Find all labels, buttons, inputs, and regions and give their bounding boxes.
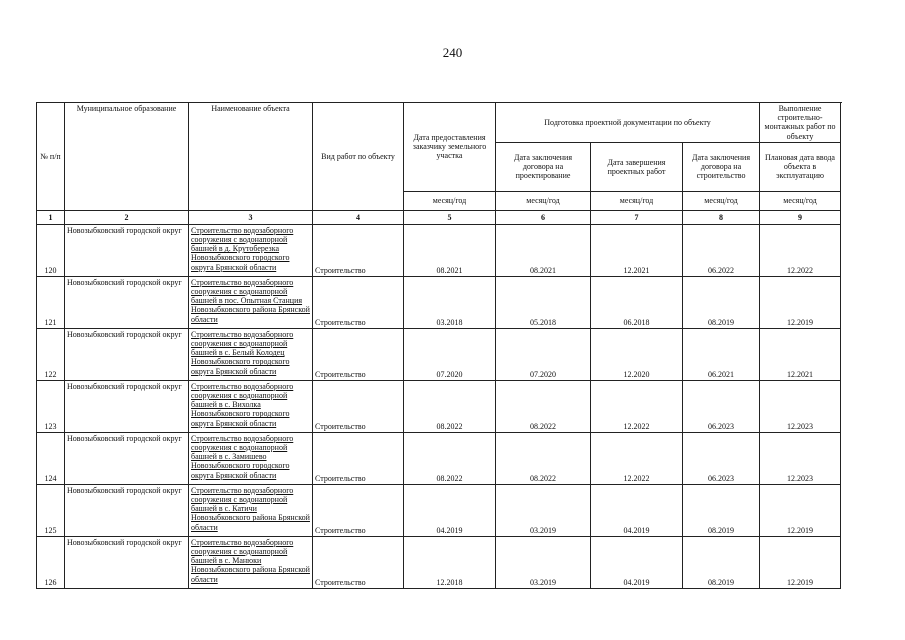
row-object (189, 380, 313, 432)
row-work-type: Строительство (313, 380, 404, 432)
unit-label: месяц/год (683, 191, 760, 210)
row-number: 121 (37, 276, 65, 328)
header-object: Наименование объекта (189, 103, 313, 211)
objects-table (36, 102, 841, 589)
row-municipality: Новозыбковский городской округ (65, 536, 189, 588)
row-design-complete: 06.2018 (591, 276, 683, 328)
unit-label: месяц/год (591, 191, 683, 210)
row-design-complete: 12.2022 (591, 380, 683, 432)
column-number: 3 (189, 210, 313, 224)
row-object (189, 432, 313, 484)
row-work-type: Строительство (313, 432, 404, 484)
table-row (37, 224, 841, 276)
row-design-contract: 08.2022 (496, 380, 591, 432)
table-row (37, 432, 841, 484)
row-number: 123 (37, 380, 65, 432)
row-municipality: Новозыбковский городской округ (65, 328, 189, 380)
row-object (189, 276, 313, 328)
row-design-contract: 05.2018 (496, 276, 591, 328)
row-design-contract: 07.2020 (496, 328, 591, 380)
row-object-text: Строительство водозаборного сооружения с водонапорной башней в с. Манюки Новозыбковского района Брянской области (191, 537, 310, 584)
row-object-text: Строительство водозаборного сооружения с водонапорной башней в д. Крутоберезка Новозыбковского городского округа Брянской области (191, 225, 294, 272)
row-design-contract: 08.2022 (496, 432, 591, 484)
row-design-complete: 04.2019 (591, 536, 683, 588)
row-commission: 12.2019 (760, 536, 841, 588)
row-work-type: Строительство (313, 484, 404, 536)
row-design-complete: 12.2021 (591, 224, 683, 276)
row-number: 122 (37, 328, 65, 380)
row-build-contract: 06.2023 (683, 380, 760, 432)
row-object (189, 536, 313, 588)
row-object-text: Строительство водозаборного сооружения с водонапорной башней в с. Катичи Новозыбковского района Брянской области (191, 485, 310, 532)
header-build-contract: Дата заключения договора на строительство (683, 142, 760, 191)
column-number: 8 (683, 210, 760, 224)
row-object-text: Строительство водозаборного сооружения с водонапорной башней в с. Замишево Новозыбковского городского округа Брянской области (191, 433, 294, 480)
row-municipality: Новозыбковский городской округ (65, 380, 189, 432)
header-work-type: Вид работ по объекту (313, 103, 404, 211)
header-design-contract: Дата заключения договора на проектирование (496, 142, 591, 191)
row-land-date: 08.2022 (404, 380, 496, 432)
header-design-group: Подготовка проектной документации по объекту (496, 103, 760, 143)
page-number: 240 (442, 45, 463, 60)
row-commission: 12.2021 (760, 328, 841, 380)
row-build-contract: 06.2022 (683, 224, 760, 276)
column-number: 2 (65, 210, 189, 224)
row-municipality: Новозыбковский городской округ (65, 484, 189, 536)
row-commission: 12.2023 (760, 432, 841, 484)
header-design-complete: Дата завершения проектных работ (591, 142, 683, 191)
table-row (37, 536, 841, 588)
row-land-date: 07.2020 (404, 328, 496, 380)
row-work-type: Строительство (313, 536, 404, 588)
column-number: 1 (37, 210, 65, 224)
row-design-contract: 03.2019 (496, 536, 591, 588)
row-commission: 12.2019 (760, 484, 841, 536)
row-build-contract: 08.2019 (683, 484, 760, 536)
table-row (37, 380, 841, 432)
row-land-date: 08.2021 (404, 224, 496, 276)
column-number: 4 (313, 210, 404, 224)
row-municipality: Новозыбковский городской округ (65, 276, 189, 328)
row-land-date: 12.2018 (404, 536, 496, 588)
row-work-type: Строительство (313, 328, 404, 380)
column-number: 5 (404, 210, 496, 224)
row-municipality: Новозыбковский городской округ (65, 224, 189, 276)
column-number: 9 (760, 210, 841, 224)
row-design-complete: 04.2019 (591, 484, 683, 536)
row-number: 124 (37, 432, 65, 484)
unit-label: месяц/год (496, 191, 591, 210)
row-design-complete: 12.2022 (591, 432, 683, 484)
header-municipality: Муниципальное образование (65, 103, 189, 211)
header-number: № п/п (37, 103, 65, 211)
header-land-date: Дата предоставления заказчику земельного участка (404, 103, 496, 192)
row-design-contract: 08.2021 (496, 224, 591, 276)
row-object-text: Строительство водозаборного сооружения с водонапорной башней в пос. Опытная Станция Новозыбковского района Брянской области (191, 277, 310, 324)
row-object (189, 224, 313, 276)
row-work-type: Строительство (313, 224, 404, 276)
row-design-complete: 12.2020 (591, 328, 683, 380)
row-land-date: 03.2018 (404, 276, 496, 328)
table-row (37, 328, 841, 380)
row-object-text: Строительство водозаборного сооружения с водонапорной башней в с. Вихолка Новозыбковского городского округа Брянской области (191, 381, 294, 428)
row-number: 126 (37, 536, 65, 588)
column-number: 6 (496, 210, 591, 224)
row-commission: 12.2023 (760, 380, 841, 432)
row-object (189, 484, 313, 536)
row-commission: 12.2022 (760, 224, 841, 276)
header-commission: Плановая дата ввода объекта в эксплуатацию (760, 142, 841, 191)
row-design-contract: 03.2019 (496, 484, 591, 536)
row-build-contract: 08.2019 (683, 276, 760, 328)
table-row (37, 276, 841, 328)
row-number: 120 (37, 224, 65, 276)
row-build-contract: 08.2019 (683, 536, 760, 588)
row-object-text: Строительство водозаборного сооружения с водонапорной башней в с. Белый Колодец Новозыбковского городского округа Брянской области (191, 329, 294, 376)
row-object (189, 328, 313, 380)
row-build-contract: 06.2023 (683, 432, 760, 484)
table-row (37, 484, 841, 536)
column-number: 7 (591, 210, 683, 224)
row-work-type: Строительство (313, 276, 404, 328)
row-municipality: Новозыбковский городской округ (65, 432, 189, 484)
unit-label: месяц/год (760, 191, 841, 210)
unit-label: месяц/год (404, 191, 496, 210)
row-land-date: 04.2019 (404, 484, 496, 536)
row-land-date: 08.2022 (404, 432, 496, 484)
row-number: 125 (37, 484, 65, 536)
row-build-contract: 06.2021 (683, 328, 760, 380)
header-construction-group: Выполнение строительно-монтажных работ по объекту (760, 103, 841, 143)
row-commission: 12.2019 (760, 276, 841, 328)
